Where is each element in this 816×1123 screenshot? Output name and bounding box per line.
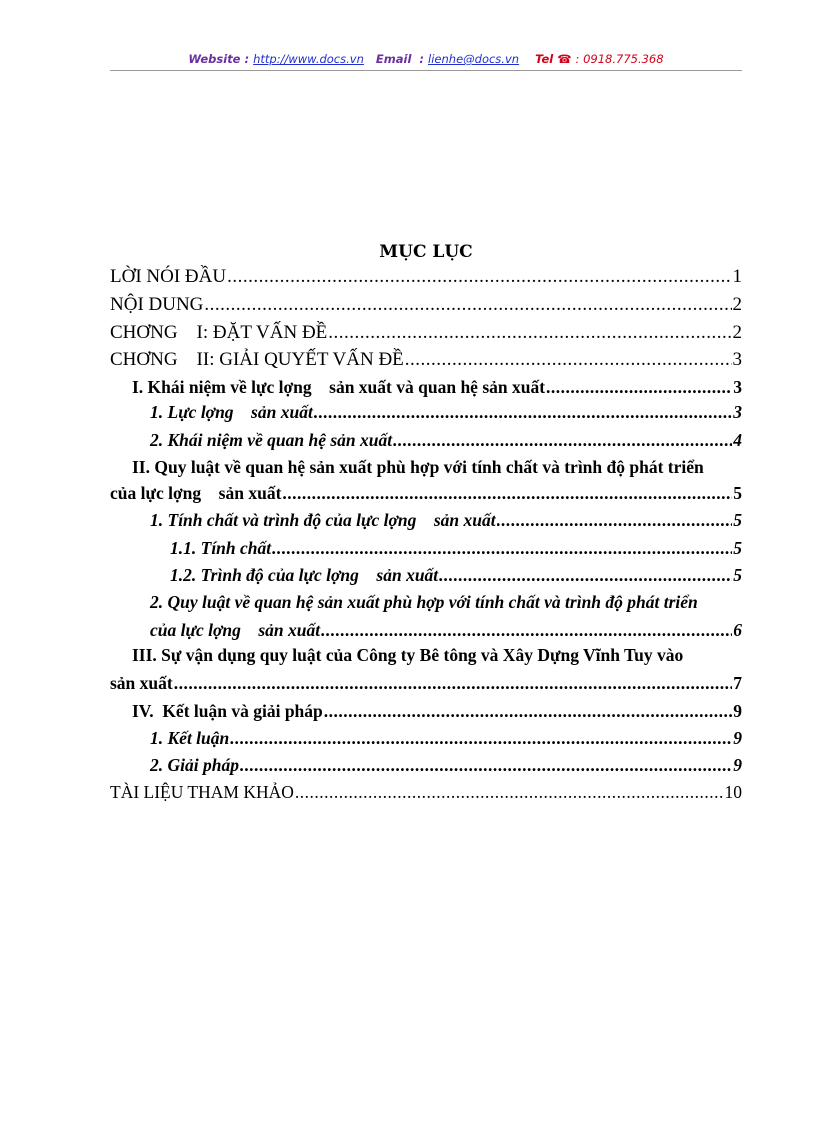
toc-entry-page: 3 <box>733 377 742 397</box>
toc-entry-section-2[interactable] <box>110 483 742 504</box>
toc-entry-text: 1. Kết luận <box>150 728 230 748</box>
toc-leader-dots <box>295 782 724 803</box>
toc-entry-page: 9 <box>733 755 742 775</box>
toc-entry-2-1-1[interactable] <box>170 538 742 559</box>
toc-leader-dots <box>240 755 732 776</box>
toc-entry-page: 1 <box>732 266 742 287</box>
toc-leader-dots <box>439 565 732 586</box>
toc-entry-chuong-2[interactable] <box>110 349 742 371</box>
toc-entry-loi-noi-dau[interactable] <box>110 266 742 288</box>
toc-entry-text: CHƠNG II: GIẢI QUYẾT VẤN ĐỀ <box>110 349 404 370</box>
toc-leader-dots <box>546 377 732 398</box>
toc-leader-dots <box>204 294 731 316</box>
toc-leader-dots <box>405 349 732 371</box>
website-label: Website : <box>188 52 250 66</box>
toc-leader-dots <box>227 266 731 288</box>
toc-entry-page: 9 <box>733 728 742 748</box>
toc-entry-text: I. Khái niệm về lực lợng sản xuất và quan hệ sản xuất <box>132 377 546 397</box>
toc-leader-dots <box>324 701 732 722</box>
toc-entry-4-2[interactable] <box>150 755 742 776</box>
toc-entry-page: 3 <box>732 349 742 370</box>
toc-entry-2-1-2[interactable] <box>170 565 742 586</box>
toc-entry-text: 2. Giải pháp <box>150 755 239 775</box>
toc-entry-page: 6 <box>733 620 742 640</box>
toc-entry-section-2-line1[interactable]: II. Quy luật về quan hệ sản xuất phù hợp với tính chất và trình độ phát triển <box>132 457 704 477</box>
toc-entry-page: 5 <box>733 483 742 503</box>
toc-entry-page: 2 <box>732 294 742 315</box>
toc-entry-page: 3 <box>733 402 742 422</box>
toc-leader-dots <box>321 620 732 641</box>
toc-leader-dots <box>314 402 732 423</box>
toc-entry-2-2-line1[interactable]: 2. Quy luật về quan hệ sản xuất phù hợp với tính chất và trình độ phát triển <box>150 592 698 612</box>
toc-entry-page: 5 <box>733 510 742 530</box>
toc-leader-dots <box>230 728 732 749</box>
toc-entry-text: LỜI NÓI ĐẦU <box>110 266 227 287</box>
toc-entry-text: 1.2. Trình độ của lực lợng sản xuất <box>170 565 439 585</box>
toc-entry-1-2[interactable] <box>150 430 742 451</box>
toc-entry-section-1[interactable] <box>132 377 742 398</box>
page-header <box>110 52 742 70</box>
toc-entry-chuong-1[interactable] <box>110 322 742 344</box>
email-link[interactable]: lienhe@docs.vn <box>428 52 520 66</box>
toc-entry-text: của lực lợng sản xuất <box>110 483 282 503</box>
toc-entry-text: 2. Khái niệm về quan hệ sản xuất <box>150 430 393 450</box>
header-rule <box>110 70 742 71</box>
toc-entry-noi-dung[interactable] <box>110 294 742 316</box>
toc-entry-section-3-line1[interactable]: III. Sự vận dụng quy luật của Công ty Bê tông và Xây Dựng Vĩnh Tuy vào <box>132 645 684 665</box>
toc-leader-dots <box>497 510 733 531</box>
toc-entry-text: NỘI DUNG <box>110 294 204 315</box>
toc-entry-text: 1. Tính chất và trình độ của lực lợng sản xuất <box>150 510 496 530</box>
toc-entry-2-1[interactable] <box>150 510 742 531</box>
toc-entry-text: IV. Kết luận và giải pháp <box>132 701 323 721</box>
email-label: Email <box>375 52 412 66</box>
toc-entry-text: của lực lợng sản xuất <box>150 620 321 640</box>
toc-entry-text: TÀI LIỆU THAM KHẢO <box>110 782 294 802</box>
toc-entry-page: 9 <box>733 701 742 721</box>
toc-entry-text: sản xuất <box>110 673 173 693</box>
website-link[interactable]: http://www.docs.vn <box>253 52 364 66</box>
toc-entry-section-3[interactable] <box>110 673 742 694</box>
tel-label: Tel <box>535 52 554 66</box>
toc-leader-dots <box>328 322 731 344</box>
toc-entry-text: 1.1. Tính chất <box>170 538 272 558</box>
toc-entry-page: 5 <box>733 538 742 558</box>
toc-title: MỤC LỤC <box>379 242 473 262</box>
toc-entry-page: 5 <box>733 565 742 585</box>
toc-leader-dots <box>282 483 732 504</box>
toc-entry-references[interactable] <box>110 782 742 803</box>
toc-entry-page: 10 <box>724 782 742 802</box>
toc-entry-section-4[interactable] <box>132 701 742 722</box>
toc-entry-2-2[interactable] <box>150 620 742 641</box>
toc-leader-dots <box>272 538 732 559</box>
tel-number: : 0918.775.368 <box>575 52 664 66</box>
toc-entry-page: 4 <box>733 430 742 450</box>
toc-entry-1-1[interactable] <box>150 402 742 423</box>
toc-entry-page: 2 <box>732 322 742 343</box>
phone-icon: ☎ <box>557 52 572 66</box>
toc-entry-text: 1. Lực lợng sản xuất <box>150 402 313 422</box>
toc-entry-text: CHƠNG I: ĐẶT VẤN ĐỀ <box>110 322 328 343</box>
email-separator: : <box>419 52 425 66</box>
toc-entry-page: 7 <box>733 673 742 693</box>
toc-entry-4-1[interactable] <box>150 728 742 749</box>
toc-leader-dots <box>393 430 732 451</box>
toc-leader-dots <box>174 673 733 694</box>
